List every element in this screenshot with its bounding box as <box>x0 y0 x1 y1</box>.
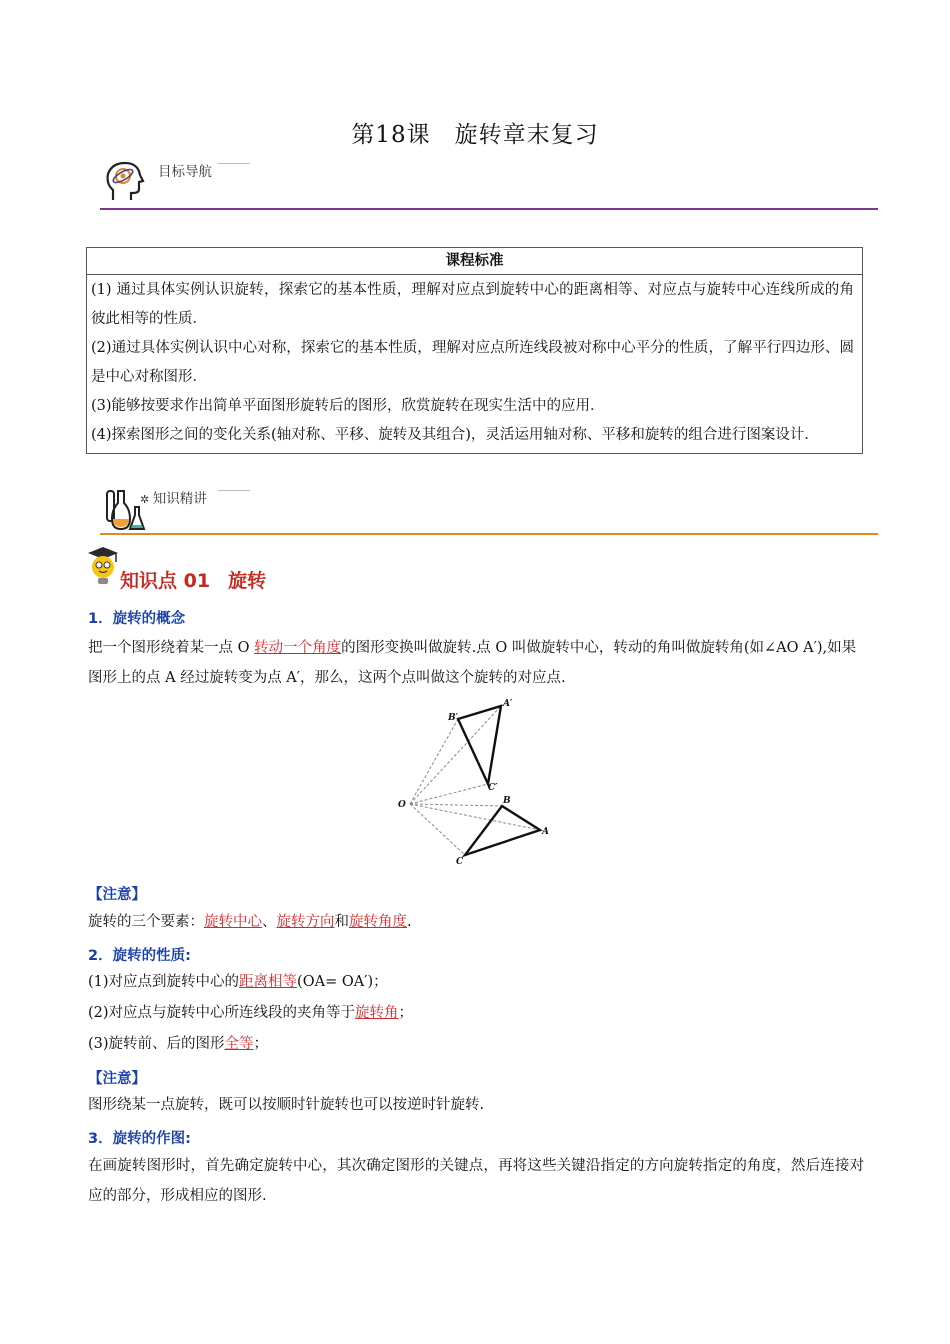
dashed-line-OB <box>410 804 502 806</box>
key-term: 旋转中心 <box>204 914 262 930</box>
standard-item: (3)能够按要求作出简单平面图形旋转后的图形，欣赏旋转在现实生活中的应用． <box>91 398 605 414</box>
triangle-original <box>465 806 540 855</box>
standards-cell <box>87 275 863 454</box>
note-paragraph <box>88 907 412 937</box>
sparkle-icon: ✲ <box>140 493 153 506</box>
property-1 <box>88 967 388 997</box>
note-label: 【注意】 <box>88 1071 146 1087</box>
text: ； <box>398 1005 414 1021</box>
text: 和 <box>334 914 349 930</box>
text: (2)对应点与旋转中心所连线段的夹角等于 <box>88 1005 356 1021</box>
key-term: 旋转角 <box>355 1005 399 1021</box>
dashed-line-OB1 <box>410 719 458 804</box>
label-underline <box>218 490 250 491</box>
section-divider <box>100 533 878 535</box>
text: (OA= OA′)； <box>297 974 388 990</box>
concept-paragraph <box>88 633 864 693</box>
section-divider <box>100 208 878 210</box>
section-header-goals <box>100 160 878 210</box>
scholar-bulb-icon <box>86 545 120 587</box>
text: 旋转的三个要素： <box>88 914 204 930</box>
text: . <box>407 914 412 930</box>
kp-number: 知识点 01 <box>120 570 211 592</box>
standard-item: (1) 通过具体实例认识旋转，探索它的基本性质，理解对应点到旋转中心的距离相等、对应点与旋转中心连线所成的角彼此相等的性质． <box>91 282 854 327</box>
section-label-text: 知识精讲 <box>152 491 207 507</box>
property-3 <box>88 1029 268 1059</box>
table-header: 课程标准 <box>87 248 863 275</box>
key-term: 旋转角度 <box>349 914 407 930</box>
note-label: 【注意】 <box>88 887 146 903</box>
text: 的图形变换叫做旋转.点 O 叫做旋转中心，转动的角叫做旋转角(如∠AO A′),如果图形上的点 A 经过旋转变为点 A′，那么，这两个点叫做这个旋转的对应点. <box>88 640 857 686</box>
key-term: 旋转方向 <box>276 914 335 930</box>
heading-rotation-drawing: 3．旋转的作图: <box>88 1131 191 1147</box>
standard-item: (4)探索图形之间的变化关系(轴对称、平移、旋转及其组合)，灵活运用轴对称、平移和旋转的组合进行图案设计． <box>91 427 819 443</box>
text: ； <box>253 1036 269 1052</box>
heading-rotation-properties: 2．旋转的性质: <box>88 948 191 964</box>
text: 把一个图形绕着某一点 O <box>88 640 255 656</box>
label-O: O <box>398 800 406 810</box>
key-term: 距离相等 <box>239 974 298 990</box>
note-paragraph: 图形绕某一点旋转，既可以按顺时针旋转也可以按逆时针旋转. <box>88 1097 485 1113</box>
lesson-name: 旋转章末复习 <box>454 122 599 148</box>
section-label: 目标导航 <box>158 164 212 180</box>
label-C: C <box>456 857 464 867</box>
label-C1: C′ <box>488 783 498 793</box>
key-term: 全等 <box>224 1036 254 1052</box>
page-title <box>0 116 950 149</box>
heading-rotation-concept: 1．旋转的概念 <box>88 611 186 627</box>
dashed-line-OC1 <box>410 784 488 804</box>
label-B1: B′ <box>448 713 458 723</box>
section-header-knowledge <box>100 487 878 535</box>
label-underline <box>218 163 250 164</box>
label-A: A <box>542 827 549 837</box>
dashed-line-OC <box>410 804 465 855</box>
text: (3)旋转前、后的图形 <box>88 1036 225 1052</box>
label-B: B <box>503 796 511 806</box>
head-brain-icon <box>103 160 147 206</box>
lesson-number: 第18课 <box>351 122 431 148</box>
text: 、 <box>262 914 277 930</box>
property-2 <box>88 998 413 1028</box>
key-term: 转动一个角度 <box>254 640 342 656</box>
text: (1)对应点到旋转中心的 <box>88 974 240 990</box>
section-label <box>140 487 207 507</box>
standard-item: (2)通过具体实例认识中心对称，探索它的基本性质，理解对应点所连线段被对称中心平分的性质，了解平行四边形、圆是中心对称图形． <box>91 340 854 385</box>
rotation-figure <box>390 695 560 875</box>
knowledge-point-title <box>120 566 266 593</box>
label-A1: A′ <box>503 699 513 709</box>
drawing-paragraph: 在画旋转图形时，首先确定旋转中心，其次确定图形的关键点，再将这些关键沿指定的方向旋转指定的角度，然后连接对应的部分，形成相应的图形. <box>88 1158 864 1204</box>
course-standards-table <box>86 247 863 454</box>
kp-name: 旋转 <box>228 570 267 592</box>
